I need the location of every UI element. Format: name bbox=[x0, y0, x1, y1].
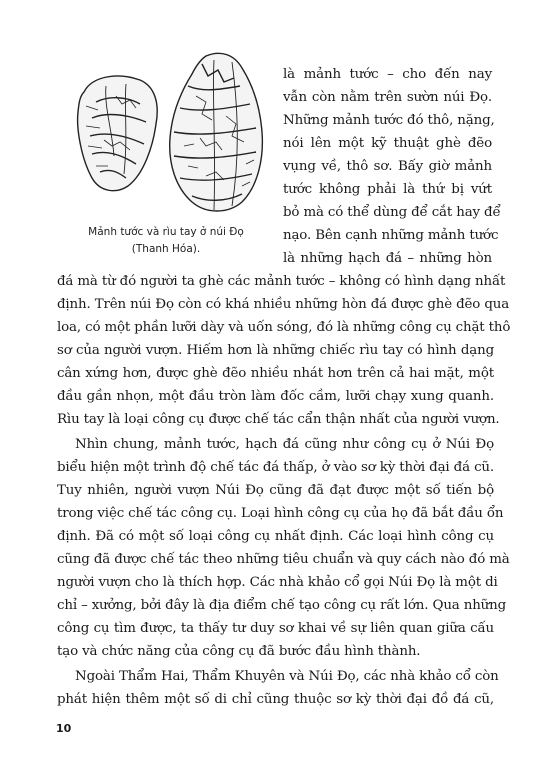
text-line: phát hiện thêm một số di chỉ cũng thuộc sơ kỳ thời đại đồ đá cũ, bbox=[57, 692, 494, 707]
text-line: loa, có một phần lưỡi dày và uốn sóng, đó là những công cụ chặt thô bbox=[57, 320, 511, 335]
text-line: Rìu tay là loại công cụ được chế tác cẩn thận nhất của người vượn. bbox=[57, 412, 500, 427]
text-line: cũng đã được chế tác theo những tiêu chuẩn và quy cách nào đó mà bbox=[57, 552, 510, 567]
text-line: Nhìn chung, mảnh tước, hạch đá cũng như công cụ ở Núi Đọ bbox=[75, 437, 494, 452]
text-line: là mảnh tước – cho đến nay bbox=[283, 67, 492, 82]
text-line: đá mà từ đó người ta ghè các mảnh tước – không có hình dạng nhất bbox=[57, 274, 506, 289]
hand-axe-illustration bbox=[170, 53, 263, 211]
figure-caption-title: Mảnh tước và rìu tay ở núi Đọ bbox=[88, 226, 244, 238]
stone-flake-illustration bbox=[78, 76, 158, 191]
text-line: biểu hiện một trình độ chế tác đá thấp, ở vào sơ kỳ thời đại đá cũ. bbox=[57, 460, 494, 475]
text-line: nạo. Bên cạnh những mảnh tước bbox=[283, 228, 499, 243]
figure-caption-location: (Thanh Hóa). bbox=[131, 243, 201, 255]
text-line: là những hạch đá – những hòn bbox=[283, 251, 492, 266]
text-line: công cụ tìm được, ta thấy tư duy sơ khai về sự liên quan giữa cấu bbox=[57, 621, 494, 636]
text-line: Những mảnh tước đó thô, nặng, bbox=[283, 113, 495, 128]
page-number: 10 bbox=[56, 722, 72, 735]
stone-tools-illustration bbox=[56, 46, 276, 226]
text-line: người vượn cho là thích hợp. Các nhà khảo cổ gọi Núi Đọ là một di bbox=[57, 575, 498, 590]
figure-caption bbox=[56, 224, 276, 258]
text-line: nói lên một kỹ thuật ghè đẽo bbox=[283, 136, 492, 151]
text-line: cân xứng hơn, được ghè đẽo nhiều nhát hơn trên cả hai mặt, một bbox=[57, 366, 494, 381]
text-line: trong việc chế tác công cụ. Loại hình công cụ của họ đã bắt đầu ổn bbox=[57, 506, 504, 521]
text-line: tạo và chức năng của công cụ đã bước đầu hình thành. bbox=[57, 644, 421, 659]
text-line: định. Đã có một số loại công cụ nhất định. Các loại hình công cụ bbox=[57, 529, 494, 544]
text-line: vụng về, thô sơ. Bấy giờ mảnh bbox=[283, 159, 492, 174]
text-line: sơ của người vượn. Hiếm hơn là những chiếc rìu tay có hình dạng bbox=[57, 343, 494, 358]
text-line: vẫn còn nằm trên sườn núi Đọ. bbox=[283, 90, 492, 105]
text-line: tước không phải là thứ bị vứt bbox=[283, 182, 492, 197]
text-line: Ngoài Thẩm Hai, Thẩm Khuyên và Núi Đọ, các nhà khảo cổ còn bbox=[75, 669, 499, 684]
text-line: Tuy nhiên, người vượn Núi Đọ cũng đã đạt được một số tiến bộ bbox=[57, 483, 494, 498]
text-line: chỉ – xưởng, bởi đây là địa điểm chế tạo công cụ rất lớn. Qua những bbox=[57, 598, 507, 613]
text-line: đầu gần nhọn, một đầu tròn làm đốc cầm, lưỡi chạy xung quanh. bbox=[57, 389, 494, 404]
text-line: bỏ mà có thể dùng để cắt hay để bbox=[283, 205, 501, 220]
text-line: định. Trên núi Đọ còn có khá nhiều những hòn đá được ghè đẽo qua bbox=[57, 297, 510, 312]
